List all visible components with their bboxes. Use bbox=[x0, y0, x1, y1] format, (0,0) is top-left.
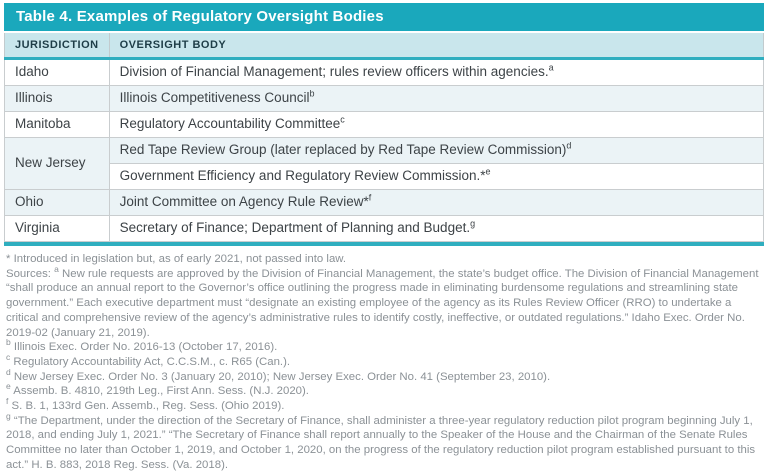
footnote-marker: f bbox=[6, 396, 9, 407]
table-body bbox=[5, 59, 764, 242]
table-row bbox=[5, 59, 764, 86]
table-row bbox=[5, 112, 764, 138]
footnote-text: Regulatory Accountability Act, C.C.S.M., c. R65 (Can.). bbox=[10, 355, 291, 368]
jurisdiction-label: Illinois bbox=[15, 90, 53, 105]
oversight-body-label: Government Efficiency and Regulatory Review Commission.* bbox=[119, 168, 486, 183]
footnote-reference: a bbox=[548, 62, 554, 73]
footnote bbox=[6, 396, 762, 414]
table-title: Table 4. Examples of Regulatory Oversight Bodies bbox=[16, 8, 384, 25]
footnote-reference: c bbox=[340, 114, 345, 125]
oversight-body-label: Illinois Competitiveness Council bbox=[119, 90, 310, 105]
footnote-text: New rule requests are approved by the Division of Financial Management, the state’s budget office. The Division of Financial Management “shall produce an annual report to the Governor’s office outlining the progress made in eliminating burdensome regulations and streamlining state government.” Each executive department must “designate an existing employee of the agency as its Rules Review Officer (RRO) to undertake a critical and comprehensive review of the agency’s administrative rules to identify costly, ineffective, or outdated regulations.” Idaho Exec. Order No. 2019-02 (January 21, 2019). bbox=[6, 267, 759, 339]
footnote-marker: c bbox=[6, 352, 11, 363]
footnote-text: Assemb. B. 4810, 219th Leg., First Ann. Sess. (N.J. 2020). bbox=[10, 385, 309, 398]
table-row bbox=[5, 216, 764, 242]
oversight-body-cell bbox=[109, 138, 763, 164]
jurisdiction-cell bbox=[5, 138, 110, 190]
footnote-text: Introduced in legislation but, as of early 2021, not passed into law. bbox=[13, 253, 347, 265]
jurisdiction-label: Idaho bbox=[15, 64, 49, 79]
footnote-reference: b bbox=[309, 88, 315, 99]
oversight-body-label: Division of Financial Management; rules review officers within agencies. bbox=[119, 64, 549, 79]
jurisdiction-cell bbox=[5, 112, 110, 138]
jurisdiction-column-header: JURISDICTION bbox=[5, 33, 110, 59]
jurisdiction-cell bbox=[5, 86, 110, 112]
footnote bbox=[6, 263, 762, 341]
footnote-text: “The Department, under the direction of the Secretary of Finance, shall administer a three-year regulatory reduction pilot program beginning July 1, 2018, and ending July 1, 2021.” “The Secretary of Finance shall report annually to the Speaker of the House and the Chairman of the Senate Rules Committee no later than October 1, 2019, and October 1, 2020, on the progress of the regulatory reduction pilot program established pursuant to this act.” H. B. 883, 2018 Reg. Sess. (Va. 2018). bbox=[6, 414, 756, 471]
oversight-body-cell bbox=[109, 190, 763, 216]
footnotes bbox=[4, 246, 764, 473]
footnote-reference: f bbox=[368, 192, 372, 203]
table-row bbox=[5, 138, 764, 164]
jurisdiction-label: Manitoba bbox=[15, 116, 71, 131]
header-row bbox=[5, 33, 764, 59]
footnote-text: S. B. 1, 133rd Gen. Assemb., Reg. Sess. (Ohio 2019). bbox=[8, 400, 285, 413]
oversight-body-cell bbox=[109, 112, 763, 138]
jurisdiction-label: Ohio bbox=[15, 194, 44, 209]
table-row bbox=[5, 86, 764, 112]
footnote bbox=[6, 381, 762, 399]
table-row bbox=[5, 190, 764, 216]
footnote-reference: e bbox=[485, 166, 491, 177]
footnote-reference: d bbox=[566, 140, 572, 151]
footnote bbox=[6, 366, 762, 385]
footnote-text: New Jersey Exec. Order No. 3 (January 20, 2010); New Jersey Exec. Order No. 41 (September 23, 2010). bbox=[10, 370, 551, 383]
footnote-marker: b bbox=[6, 337, 11, 348]
oversight-table bbox=[4, 33, 764, 242]
footnote-marker: g bbox=[6, 410, 11, 421]
oversight-body-cell bbox=[109, 86, 763, 112]
table-header bbox=[5, 33, 764, 59]
oversight-body-label: Joint Committee on Agency Rule Review* bbox=[119, 194, 369, 209]
oversight-body-label: Regulatory Accountability Committee bbox=[119, 116, 341, 131]
oversight-body-cell bbox=[109, 216, 763, 242]
jurisdiction-label: Virginia bbox=[15, 220, 60, 235]
footnote-marker: a bbox=[54, 263, 59, 274]
footnote-reference: g bbox=[470, 218, 476, 229]
footnote bbox=[6, 337, 762, 355]
footnote-text: Illinois Exec. Order No. 2016-13 (October 17, 2016). bbox=[10, 341, 278, 354]
footnote bbox=[6, 252, 762, 267]
footnote-prefix: Sources: bbox=[6, 267, 55, 280]
jurisdiction-cell bbox=[5, 190, 110, 216]
footnote-prefix: * bbox=[6, 253, 14, 265]
oversight-body-label: Secretary of Finance; Department of Planning and Budget. bbox=[119, 220, 471, 235]
footnote bbox=[6, 410, 762, 473]
table-row bbox=[5, 164, 764, 190]
oversight-body-column-header: OVERSIGHT BODY bbox=[109, 33, 763, 59]
jurisdiction-cell bbox=[5, 59, 110, 86]
oversight-body-label: Red Tape Review Group (later replaced by Red Tape Review Commission) bbox=[119, 142, 567, 157]
table-title-bar bbox=[4, 3, 764, 31]
footnote bbox=[6, 352, 762, 370]
oversight-body-cell bbox=[109, 164, 763, 190]
jurisdiction-cell bbox=[5, 216, 110, 242]
footnote-marker: e bbox=[6, 381, 11, 392]
footnote-marker: d bbox=[6, 366, 11, 377]
oversight-body-cell bbox=[109, 59, 763, 86]
jurisdiction-label: New Jersey bbox=[15, 155, 86, 170]
